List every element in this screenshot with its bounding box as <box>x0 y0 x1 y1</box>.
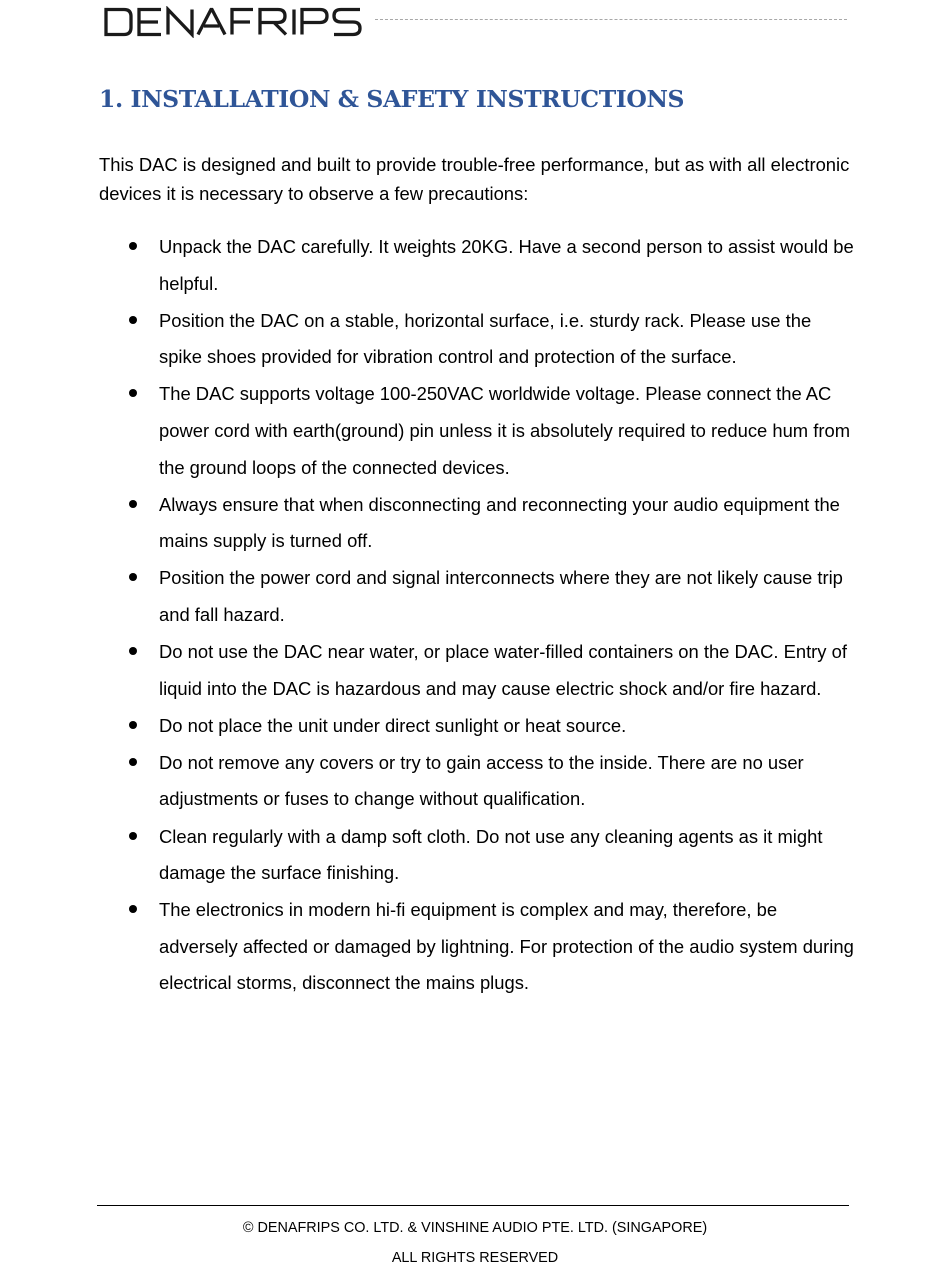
instruction-item <box>0 376 859 486</box>
bullet-icon <box>129 242 137 250</box>
instruction-item <box>0 303 859 376</box>
bullet-icon <box>129 721 137 729</box>
instruction-text: Do not remove any covers or try to gain access to the inside. There are no user adjustments or fuses to change without qualification. <box>159 751 804 810</box>
intro-paragraph: This DAC is designed and built to provide trouble-free performance, but as with all electronic devices it is necessary to observe a few precautions: <box>99 154 850 204</box>
bullet-icon <box>129 758 137 766</box>
instruction-item <box>0 708 859 745</box>
header-dashed-rule <box>375 19 847 20</box>
page-footer <box>0 1205 950 1267</box>
section-title: 1. INSTALLATION & SAFETY INSTRUCTIONS <box>99 85 685 113</box>
footer-rule <box>97 1205 849 1206</box>
instruction-text: Unpack the DAC carefully. It weights 20KG. Have a second person to assist would be helpful. <box>159 236 854 294</box>
bullet-icon <box>129 832 137 840</box>
instruction-text: Always ensure that when disconnecting and reconnecting your audio equipment the mains supply is turned off. <box>159 493 840 552</box>
instruction-item <box>0 892 859 1002</box>
instruction-text: The electronics in modern hi-fi equipment is complex and may, therefore, be adversely affected or damaged by lightning. For protection of the audio system during electrical storms, disconnect the mains plugs. <box>159 899 854 994</box>
instruction-item <box>0 745 859 818</box>
instruction-item <box>0 487 859 560</box>
instruction-text: Do not place the unit under direct sunlight or heat source. <box>159 714 627 736</box>
page-header <box>0 0 950 48</box>
instruction-item <box>0 819 859 892</box>
bullet-icon <box>129 316 137 324</box>
brand-logo-wordmark <box>104 6 362 38</box>
instruction-text: Position the DAC on a stable, horizontal surface, i.e. sturdy rack. Please use the spike shoes provided for vibration control and protection of the surface. <box>159 309 812 368</box>
bullet-icon <box>129 647 137 655</box>
instruction-text: Clean regularly with a damp soft cloth. Do not use any cleaning agents as it might damage the surface finishing. <box>159 825 823 884</box>
safety-instruction-list <box>0 229 950 1002</box>
instruction-text: The DAC supports voltage 100-250VAC worldwide voltage. Please connect the AC power cord with earth(ground) pin unless it is absolutely required to reduce hum from the ground loops of the connected devices. <box>159 383 851 478</box>
footer-rights-reserved: ALL RIGHTS RESERVED <box>391 1250 559 1266</box>
instruction-text: Position the power cord and signal interconnects where they are not likely cause trip and fall hazard. <box>159 567 843 625</box>
instruction-item <box>0 229 859 302</box>
brand-logo <box>104 6 362 38</box>
bullet-icon <box>129 500 137 508</box>
instruction-item <box>0 560 859 633</box>
instruction-text: Do not use the DAC near water, or place water-filled containers on the DAC. Entry of liquid into the DAC is hazardous and may cause electric shock and/or fire hazard. <box>159 641 847 699</box>
bullet-icon <box>129 573 137 581</box>
bullet-icon <box>129 389 137 397</box>
instruction-item <box>0 634 859 707</box>
bullet-icon <box>129 905 137 913</box>
footer-copyright: © DENAFRIPS CO. LTD. & VINSHINE AUDIO PTE. LTD. (SINGAPORE) <box>242 1220 708 1236</box>
